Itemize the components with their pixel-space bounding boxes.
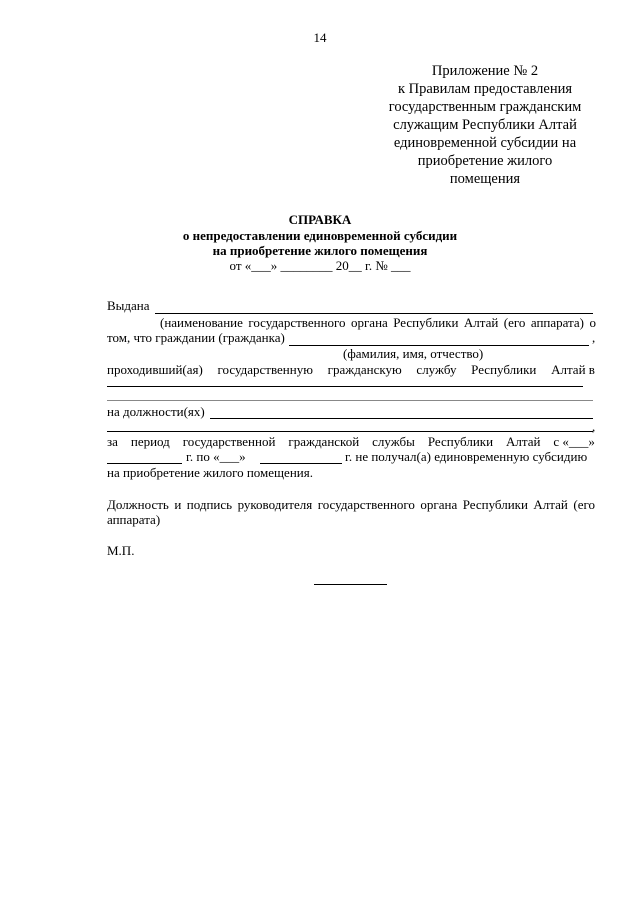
stamp-label: М.П. xyxy=(107,543,135,558)
appendix-line: государственным гражданским xyxy=(388,99,582,115)
signature-word: (его xyxy=(573,497,595,512)
period-word: с «___» xyxy=(553,434,595,449)
end-separator xyxy=(314,584,387,585)
caption-word: государственного xyxy=(248,315,346,330)
appendix-line: приобретение жилого xyxy=(417,153,553,169)
issued-caption xyxy=(160,315,596,331)
period-word: службы xyxy=(372,434,415,449)
caption-word: о xyxy=(589,315,596,330)
caption-word: (его xyxy=(503,315,526,330)
signature-line xyxy=(107,497,595,513)
period-word: за xyxy=(107,434,118,449)
period-word: Республики xyxy=(427,434,494,449)
caption-word: органа xyxy=(350,315,388,330)
served-word: Республики xyxy=(471,362,537,377)
caption-word: Алтай xyxy=(463,315,499,330)
signature-word: Алтай xyxy=(533,497,568,512)
document-subtitle-1: о непредоставлении единовременной субсидии xyxy=(182,228,458,243)
served-word: гражданскую xyxy=(327,362,402,377)
period-start-field xyxy=(107,463,182,464)
caption-word: аппарата) xyxy=(530,315,584,330)
signature-word: Должность xyxy=(107,497,169,512)
period-end-field xyxy=(260,463,342,464)
caption-word: Республики xyxy=(393,315,459,330)
citizen-label: том, что граждании (гражданка) xyxy=(107,330,285,345)
period-word: гражданской xyxy=(288,434,360,449)
signature-word: руководителя xyxy=(237,497,313,512)
name-caption: (фамилия, имя, отчество) xyxy=(343,346,484,361)
document-heading: СПРАВКА xyxy=(288,212,352,227)
position-label: на должности(ях) xyxy=(107,404,205,419)
period-word: период xyxy=(130,434,170,449)
period-to-label: г. по «___» xyxy=(186,449,246,464)
appendix-line: помещения xyxy=(449,171,521,187)
served-field-line-1 xyxy=(107,386,583,387)
signature-word: подпись xyxy=(186,497,233,512)
served-word: государственную xyxy=(217,362,313,377)
position-field-line xyxy=(210,418,593,419)
served-word: Алтай в xyxy=(551,362,595,377)
purpose-text: на приобретение жилого помещения. xyxy=(107,465,313,480)
signature-word: и xyxy=(174,497,182,512)
citizen-comma: , xyxy=(592,330,596,345)
appendix-line: единовременной субсидии на xyxy=(393,135,577,151)
signature-line-2: аппарата) xyxy=(107,512,161,527)
signature-word: органа xyxy=(420,497,458,512)
appendix-line: Приложение № 2 xyxy=(431,63,539,79)
position-comma: , xyxy=(592,419,596,434)
signature-word: государственного xyxy=(317,497,415,512)
caption-word: (наименование xyxy=(160,315,243,330)
position-field-line-2 xyxy=(107,431,593,432)
period-word: государственной xyxy=(182,434,276,449)
not-received-text: г. не получал(а) единовременную субсидию xyxy=(345,449,588,464)
document-date-number: от «___» ________ 20__ г. № ___ xyxy=(229,258,411,273)
page-number: 14 xyxy=(313,30,327,45)
issued-label: Выдана xyxy=(107,298,150,313)
served-field-line-2 xyxy=(107,400,593,401)
served-word: проходивший(ая) xyxy=(107,362,203,377)
served-word: службу xyxy=(416,362,457,377)
issued-field-line xyxy=(155,313,593,314)
appendix-block xyxy=(380,62,590,188)
appendix-line: служащим Республики Алтай xyxy=(393,117,577,133)
served-line xyxy=(107,362,595,378)
period-line xyxy=(107,434,595,450)
appendix-line: к Правилам предоставления xyxy=(397,81,573,97)
document-subtitle-2: на приобретение жилого помещения xyxy=(212,243,428,258)
signature-word: Республики xyxy=(462,497,528,512)
period-word: Алтай xyxy=(506,434,541,449)
